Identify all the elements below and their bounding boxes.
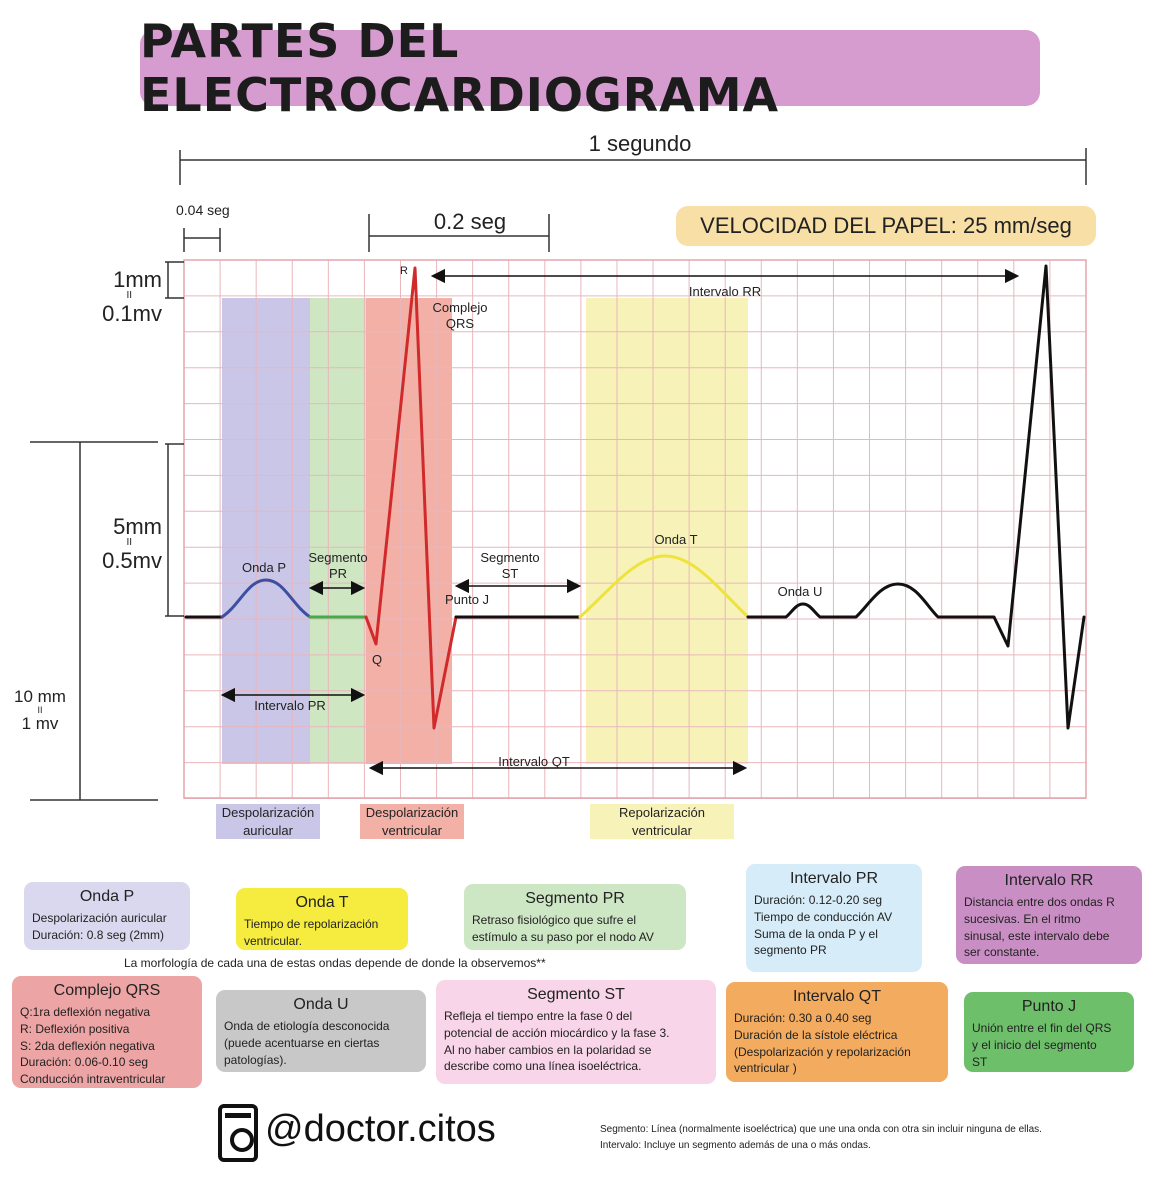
st-seg-line1: Segmento [480,550,540,565]
r-label: R [400,265,408,277]
card-segmento-st-line2: potencial de acción miocárdico y la fase 3. [444,1025,670,1040]
card-intervalo-pr-line2: Tiempo de conducción AV [754,909,893,924]
card-intervalo-pr-line4: segmento PR [754,943,827,958]
card-qrs-line2: R: Deflexión positiva [20,1021,130,1036]
pr-segment-label [300,550,376,583]
qrs-label-line2: QRS [445,316,475,332]
rr-interval-label: Intervalo RR [688,284,762,299]
card-qrs-line5: Conducción intraventricular [20,1072,166,1087]
footnote-intervalo: Intervalo: Incluye un segmento además de una o más ondas. [600,1139,871,1151]
card-punto-j-line1: Unión entre el fin del QRS [972,1021,1112,1035]
caption-ventricular-depolarization [360,804,464,839]
st-segment-label [470,550,550,583]
big-amp-mv: 1 mv [21,714,59,734]
small-amp-mm: 1mm [113,267,162,292]
one-second-label: 1 segundo [588,131,692,156]
caption-repol-line2: ventricular [632,822,692,838]
card-punto-j-title: Punto J [1021,998,1077,1015]
card-segmento-st [436,980,716,1084]
card-onda-t-line1: Tiempo de repolarización [244,917,379,931]
big-amp-eq: II [37,704,43,715]
card-intervalo-qt [726,982,948,1082]
paper-speed-label: VELOCIDAD DEL PAPEL: 25 mm/seg [700,213,1072,238]
card-segmento-st-line1: Refleja el tiempo entre la fase 0 del [444,1009,633,1023]
mid-amp-mv: 0.5mv [102,547,162,573]
card-qrs-line4: Duración: 0.06-0.10 seg [20,1055,149,1070]
card-segmento-pr [464,884,686,950]
one-second-bracket [180,148,1086,185]
card-intervalo-rr [956,866,1142,964]
p-wave-label: Onda P [241,560,287,575]
card-intervalo-qt-line1: Duración: 0.30 a 0.40 seg [734,1011,872,1025]
card-onda-u-line1: Onda de etiología desconocida [224,1019,390,1033]
morphology-note: La morfología de cada una de estas ondas depende de donde la observemos** [124,956,546,970]
big-box-bracket [369,214,549,252]
caption-auricular-line2: auricular [243,822,293,838]
card-intervalo-pr-line1: Duración: 0.12-0.20 seg [754,893,883,907]
j-point-label: Punto J [444,592,490,607]
card-segmento-pr-line1: Retraso fisiológico que sufre el [472,913,637,927]
card-onda-t-line2: ventricular. [244,933,303,948]
card-onda-t-title: Onda T [295,894,349,911]
card-onda-p-line2: Duración: 0.8 seg (2mm) [32,927,165,942]
pr-seg-line1: Segmento [308,550,368,565]
card-qrs-line3: S: 2da deflexión negativa [20,1038,155,1053]
card-punto-j-line3: ST [972,1054,988,1069]
page-title: PARTES DEL ELECTROCARDIOGRAMA [140,14,780,122]
card-intervalo-rr-title: Intervalo RR [1004,872,1094,889]
small-amp-eq: II [126,290,132,302]
card-onda-t [236,888,408,950]
card-onda-u [216,990,426,1072]
card-intervalo-pr [746,864,922,972]
amplitude-brackets [30,262,184,800]
qrs-label-line1: Complejo [432,300,488,315]
card-segmento-pr-line2: estímulo a su paso por el nodo AV [472,929,654,944]
qt-interval-label: Intervalo QT [498,754,570,769]
u-wave-label: Onda U [777,584,823,599]
big-amp-mm: 10 mm [14,687,66,706]
card-segmento-st-line4: describe como una línea isoeléctrica. [444,1059,642,1074]
card-complejo-qrs [12,976,202,1088]
card-intervalo-qt-line3: (Despolarización y repolarización [734,1044,911,1059]
qrs-complex-label [420,300,500,333]
small-amp-mv: 0.1mv [102,300,162,326]
card-segmento-st-line3: Al no haber cambios en la polaridad se [444,1042,652,1057]
caption-ventricular-line2: ventricular [382,822,442,838]
card-intervalo-rr-line3: sinusal, este intervalo debe [964,928,1110,943]
small-box-bracket [184,228,220,252]
second-beat-line [748,266,1084,728]
caption-auricular-line1: Despolarización [221,805,315,820]
card-intervalo-qt-title: Intervalo QT [792,988,882,1005]
author-handle: @doctor.citos [265,1108,496,1150]
mid-amp-eq: II [126,537,132,549]
card-intervalo-qt-line4: ventricular ) [734,1061,797,1076]
q-label: Q [371,652,383,667]
big-box-time-label: 0.2 seg [433,209,507,234]
card-intervalo-rr-line1: Distancia entre dos ondas R [964,895,1115,909]
caption-ventricular-repolarization [590,804,734,839]
card-onda-u-line3: patologías). [224,1052,287,1067]
card-onda-p-title: Onda P [79,888,135,905]
small-box-time-label: 0.04 seg [176,202,230,218]
card-qrs-title: Complejo QRS [53,982,161,999]
card-onda-p-line1: Despolarización auricular [32,911,167,925]
card-onda-u-title: Onda U [293,996,349,1013]
card-punto-j [964,992,1134,1072]
pr-seg-line2: PR [328,566,348,582]
mid-amp-mm: 5mm [113,514,162,539]
caption-ventricular-line1: Despolarización [365,805,459,820]
card-segmento-st-title: Segmento ST [527,986,625,1003]
card-qrs-line1: Q:1ra deflexión negativa [20,1005,151,1019]
caption-repol-line1: Repolarización [619,805,705,820]
card-punto-j-line2: y el inicio del segmento [972,1037,1097,1052]
card-onda-u-line2: (puede acentuarse en ciertas [224,1035,380,1050]
card-intervalo-rr-line4: ser constante. [964,945,1040,960]
footnotes [600,1122,1042,1153]
card-segmento-pr-title: Segmento PR [525,890,625,907]
st-seg-line2: ST [501,566,519,582]
card-intervalo-qt-line2: Duración de la sístole eléctrica [734,1027,898,1042]
card-intervalo-pr-line3: Suma de la onda P y el [754,926,878,941]
card-onda-p [24,882,190,950]
caption-atrial-depolarization [216,804,320,839]
footnote-segmento: Segmento: Línea (normalmente isoeléctrica) que une una onda con otra sin incluir ninguna de ellas. [600,1124,1042,1135]
instagram-icon [218,1104,258,1162]
card-intervalo-pr-title: Intervalo PR [789,870,879,887]
pr-interval-label: Intervalo PR [254,698,326,713]
t-wave-label: Onda T [654,532,698,547]
card-intervalo-rr-line2: sucesivas. En el ritmo [964,911,1081,926]
